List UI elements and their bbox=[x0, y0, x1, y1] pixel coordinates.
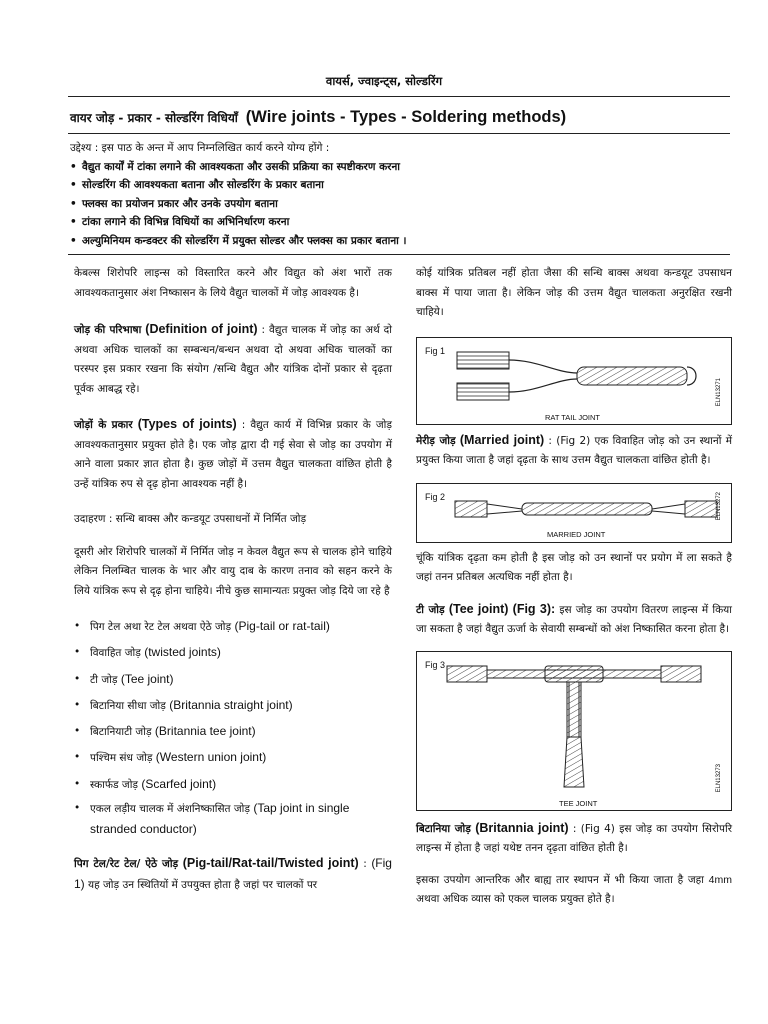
lesson-title-hindi: वायर जोड़ - प्रकार - सोल्डरिंग विधियाँ bbox=[70, 111, 238, 125]
header-rule bbox=[68, 96, 730, 97]
list-item: • पिग टेल अथा रेट टेल अथवा ऐठे जोड़ (Pig-tail or rat-tail) bbox=[74, 614, 392, 640]
definition-heading-english: (Definition of joint) bbox=[145, 322, 258, 336]
definition-heading-hindi: जोड़ की परिभाषा bbox=[74, 324, 142, 336]
objective-item: • अल्युमिनियम कन्डक्टर की सोल्डरिंग में प्रयुक्त सोल्डर और फ्लक्स का प्रकार बताना । bbox=[70, 232, 730, 251]
right-column bbox=[416, 264, 732, 910]
figure-1-caption: RAT TAIL JOINT bbox=[545, 412, 601, 422]
married-text: : (Fig 2) एक विवाहित जोड़ को उन स्थानों में प्रयुक्त किया जाता है जहां दृढ़ता के साथ उत्तम वैद्युत चालकता वांछित होती है। bbox=[416, 434, 732, 466]
objective-item: • टांका लगाने की विभिन्न विधियों का अभिनिर्धारण करना bbox=[70, 213, 730, 232]
objective-item: • फ्लक्स का प्रयोजन प्रकार और उनके उपयोग बताना bbox=[70, 195, 730, 214]
britannia-heading-english: (Britannia joint) bbox=[475, 820, 569, 835]
objectives-section bbox=[70, 139, 730, 251]
intro-paragraph: केबल्स शिरोपरि लाइन्स को विस्तारित करने और विद्युत को अंश भारों तक आवश्यकतानुसार अंश निष्कासन के लिये वैद्युत चालकों में जोड़ आवश्यक है। bbox=[74, 267, 392, 299]
list-item: • बिटानिया सीधा जोड़ (Britannia straight joint) bbox=[74, 693, 392, 719]
pigtail-text: यह जोड़ उन स्थितियों में उपयुक्त होता है जहां पर चालकों पर bbox=[88, 878, 318, 891]
definition-paragraph bbox=[74, 320, 392, 399]
types-heading-hindi: जोड़ों के प्रकार bbox=[74, 419, 133, 431]
tee-heading-hindi: टी जोड़ bbox=[416, 603, 445, 616]
list-item: • टी जोड़ (Tee joint) bbox=[74, 667, 392, 693]
tee-joint-illustration bbox=[417, 652, 731, 810]
pigtail-heading-english: (Pig-tail/Rat-tail/Twisted joint) bbox=[182, 856, 359, 871]
pigtail-fig-ref: (Fig 1) bbox=[74, 856, 392, 891]
objective-item: • वैद्युत कार्यों में टांका लगाने की आवश्यकता और उसकी प्रक्रिया का स्पष्टीकरण करना bbox=[70, 158, 730, 177]
tee-text: इस जोड़ का उपयोग वितरण लाइन्स में किया जा सकता है जहां वैद्युत ऊर्जा के सेवायी सम्बन्धों को अंश निष्कासित करना होता है। bbox=[416, 603, 732, 635]
figure-2-code: ELN13272 bbox=[715, 491, 722, 520]
overhead-paragraph: दूसरी ओर शिरोपरि चालकों में निर्मित जोड़ न केवल वैद्युत रूप से चालक होने चाहिये लेकिन निलम्बित चालक के भार और वायु दाब के कारण तनाव को सहन करने के लिये यांत्रिक रूप से दृढ़ होना चाहिये। नीचे कुछ सामान्यतः प्रयुक्त जोड़ दिये जा रहे है bbox=[74, 545, 392, 597]
example-line: उदाहरण : सन्धि बाक्स और कन्डयूट उपसाधनों में निर्मित जोड़ bbox=[74, 513, 307, 525]
figure-2-caption: MARRIED JOINT bbox=[547, 529, 606, 539]
lesson-title bbox=[70, 108, 566, 127]
married-note: चूंकि यांत्रिक दृढ़ता कम होती है इस जोड़ को उन स्थानों पर प्रयोग में ला सकते है जहां तनन प्रतिबल अत्यधिक नहीं होता है। bbox=[416, 551, 732, 583]
britannia-paragraph bbox=[416, 819, 732, 859]
types-paragraph bbox=[74, 415, 392, 494]
figure-2 bbox=[416, 483, 732, 543]
figure-3 bbox=[416, 651, 732, 811]
married-heading-english: (Married joint) bbox=[459, 432, 545, 447]
list-item: • पश्चिम संध जोड़ (Western union joint) bbox=[74, 745, 392, 771]
types-heading-english: (Types of joints) bbox=[137, 417, 237, 431]
page-header: वायर्स, ज्वाइन्ट्स, सोल्डरिंग bbox=[325, 74, 443, 88]
left-column bbox=[74, 264, 392, 895]
objectives-rule bbox=[68, 254, 730, 255]
objective-item: • सोल्डरिंग की आवश्यकता बताना और सोल्डरिंग के प्रकार बताना bbox=[70, 176, 730, 195]
tee-paragraph bbox=[416, 600, 732, 640]
continued-paragraph: कोई यांत्रिक प्रतिबल नहीं होता जैसा की सन्धि बाक्स अथवा कन्डयूट उपसाधन बाक्स में पाया जाता है। लेकिन जोड़ की उत्तम वैद्युत चालकता अनुरक्षित रखनी चाहिये। bbox=[416, 267, 732, 318]
britannia-heading-hindi: बिटानिया जोड़ bbox=[416, 822, 471, 835]
tee-heading-english: (Tee joint) bbox=[448, 601, 509, 616]
figure-1 bbox=[416, 337, 732, 425]
definition-text: : वैद्युत चालक में जोड़ का अर्थ दो अथवा अधिक चालकों का सम्बन्धन/बन्धन अथवा दो अथवा अधिक चालकों का परस्पर इस प्रकार रखना कि संयोग /सन्धि वैद्युत और यांत्रिक दोनों प्रकार से दृढ़ता पूर्वक आबद्ध रहे। bbox=[74, 324, 392, 395]
married-heading-hindi: मेरीड़ जोड़ bbox=[416, 434, 456, 447]
pigtail-heading-hindi: पिग टेल/रेट टेल/ ऐठे जोड़ bbox=[74, 858, 179, 871]
title-rule bbox=[68, 133, 730, 134]
britannia-text: : (Fig 4) इस जोड़ का उपयोग सिरोपरि लाइन्स में होता है जहां यथेष्ट तनन दृढ़ता वांछित होती है। bbox=[416, 822, 732, 854]
list-item: • एकल लड़ीय चालक में अंशनिष्कासित जोड़ (Tap joint in single stranded conductor) bbox=[74, 798, 392, 840]
list-item: • स्कार्फड जोड़ (Scarfed joint) bbox=[74, 772, 392, 798]
list-item: • बिटानियाटी जोड़ (Britannia tee joint) bbox=[74, 719, 392, 745]
joint-types-list bbox=[74, 614, 392, 840]
figure-2-label: Fig 2 bbox=[425, 491, 446, 502]
figure-1-label: Fig 1 bbox=[425, 345, 446, 356]
types-text: : वैद्युत कार्य में विभिन्न प्रकार के जोड़ आवश्यकतानुसार प्रयुक्त होते है। एक जोड़ द्वारा दी गई सेवा से जोड़ का उपयोग में आने वाला प्रकार ज्ञात होता है। कुछ जोड़ों में उत्तम वैद्युत चालकता वांछित होती है उन्हें यांत्रिक रुप से दृढ़ होना आवश्यक नहीं है। bbox=[74, 419, 393, 490]
figure-3-code: ELN13273 bbox=[715, 763, 722, 792]
usage-paragraph: इसका उपयोग आन्तरिक और बाह्य तार स्थापन में भी किया जाता है जहा 4mm अथवा अधिक व्यास को एकल चालक प्रयुक्त होते है। bbox=[416, 873, 733, 905]
usage-size: 4mm bbox=[708, 873, 733, 886]
figure-3-label: Fig 3 bbox=[425, 659, 446, 670]
figure-1-code: ELN13271 bbox=[715, 377, 722, 406]
married-paragraph bbox=[416, 431, 732, 471]
objectives-intro: उद्देश्य : इस पाठ के अन्त में आप निम्नलिखित कार्य करने योग्य होंगे : bbox=[70, 142, 330, 154]
lesson-title-english: (Wire joints - Types - Soldering methods) bbox=[245, 108, 567, 126]
figure-3-caption: TEE JOINT bbox=[559, 798, 598, 808]
list-item: • विवाहित जोड़ (twisted joints) bbox=[74, 640, 392, 666]
tee-fig-ref: (Fig 3): bbox=[512, 601, 556, 616]
pigtail-paragraph: पिग टेल/रेट टेल/ ऐठे जोड़ (Pig-tail/Rat-tail/Twisted joint) : (Fig 1) यह जोड़ उन स्थितियों में उपयुक्त होता है जहां पर चालकों पर bbox=[74, 856, 392, 891]
